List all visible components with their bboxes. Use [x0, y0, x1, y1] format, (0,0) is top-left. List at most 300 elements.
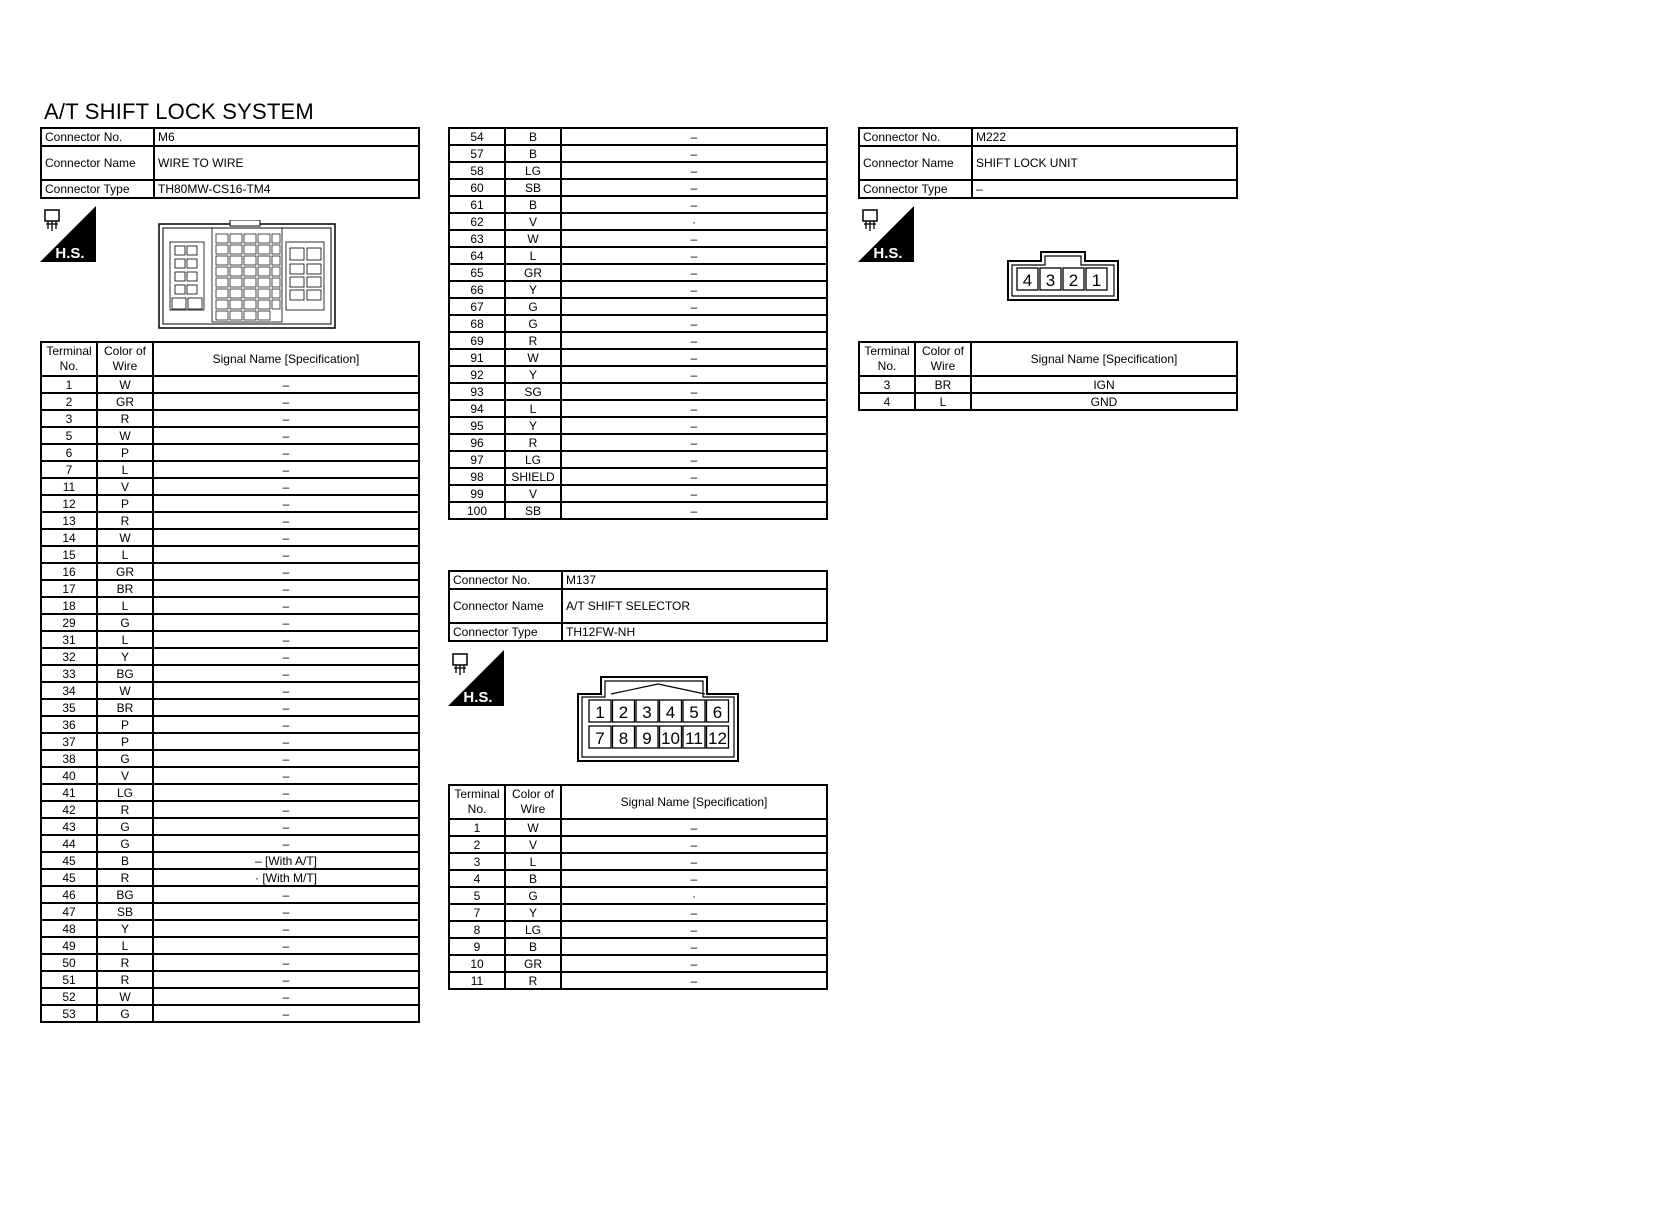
terminal-no-cell: 69 — [449, 332, 505, 349]
table-row — [41, 835, 419, 852]
wire-color-cell: LG — [97, 784, 153, 801]
table-row — [449, 904, 827, 921]
terminal-no-cell: 35 — [41, 699, 97, 716]
table-row — [449, 383, 827, 400]
terminal-no-cell: 52 — [41, 988, 97, 1005]
table-row — [41, 818, 419, 835]
signal-name-cell: – — [153, 750, 419, 767]
terminal-no-cell: 17 — [41, 580, 97, 597]
wire-color-cell: G — [505, 298, 561, 315]
terminal-no-cell: 96 — [449, 434, 505, 451]
terminal-no-cell: 49 — [41, 937, 97, 954]
wire-color-cell: G — [505, 315, 561, 332]
table-row — [41, 393, 419, 410]
wire-color-cell: B — [505, 870, 561, 887]
terminal-no-cell: 7 — [41, 461, 97, 478]
m137-connector-type: TH12FW-NH — [562, 623, 827, 641]
connector-pin-number: 2 — [1068, 271, 1079, 290]
terminal-no-cell: 33 — [41, 665, 97, 682]
terminal-no-cell: 3 — [449, 853, 505, 870]
terminal-no-cell: 5 — [449, 887, 505, 904]
table-row — [449, 468, 827, 485]
terminal-no-cell: 6 — [41, 444, 97, 461]
table-row — [449, 179, 827, 196]
wire-color-cell: SB — [505, 179, 561, 196]
table-row — [41, 648, 419, 665]
wire-color-cell: W — [505, 349, 561, 366]
signal-name-cell: – — [561, 383, 827, 400]
signal-name-cell: – — [153, 971, 419, 988]
wire-color-cell: W — [505, 230, 561, 247]
wire-color-cell: L — [97, 597, 153, 614]
m6-terminal-table-continued — [448, 127, 828, 520]
terminal-no-cell: 97 — [449, 451, 505, 468]
signal-name-cell: – — [561, 417, 827, 434]
terminal-no-cell: 50 — [41, 954, 97, 971]
table-row — [41, 716, 419, 733]
wire-color-cell: SB — [97, 903, 153, 920]
wire-color-cell: Y — [505, 281, 561, 298]
wire-color-cell: B — [505, 938, 561, 955]
table-row — [449, 400, 827, 417]
terminal-no-cell: 91 — [449, 349, 505, 366]
table-row — [449, 230, 827, 247]
m222-info-table — [858, 127, 1238, 199]
table-row — [41, 631, 419, 648]
m6-connector-face — [158, 220, 336, 330]
terminal-no-cell: 66 — [449, 281, 505, 298]
table-row — [449, 145, 827, 162]
table-row — [41, 512, 419, 529]
signal-name-cell: – — [153, 699, 419, 716]
signal-name-cell: – — [561, 332, 827, 349]
wire-color-cell: P — [97, 733, 153, 750]
signal-name-cell: – — [561, 870, 827, 887]
signal-name-cell: – — [153, 886, 419, 903]
terminal-no-cell: 13 — [41, 512, 97, 529]
wire-color-cell: G — [97, 1005, 153, 1022]
table-row — [41, 529, 419, 546]
wire-color-cell: BR — [915, 376, 971, 393]
wire-color-cell: W — [97, 376, 153, 393]
m137-info-table — [448, 570, 828, 642]
table-row — [41, 920, 419, 937]
connector-pin-number: 4 — [665, 703, 676, 722]
table-row — [41, 461, 419, 478]
connector-pin-number: 3 — [1045, 271, 1056, 290]
label-connector-type: Connector Type — [449, 623, 562, 641]
signal-name-cell: – — [561, 400, 827, 417]
terminal-no-cell: 98 — [449, 468, 505, 485]
table-row — [449, 366, 827, 383]
signal-name-cell: – — [153, 410, 419, 427]
signal-name-cell: – — [153, 648, 419, 665]
connector-pin-number: 11 — [685, 729, 703, 748]
signal-name-cell: – — [153, 784, 419, 801]
m222-connector-name: SHIFT LOCK UNIT — [972, 146, 1237, 180]
signal-name-cell: · [With M/T] — [153, 869, 419, 886]
wire-color-cell: Y — [505, 417, 561, 434]
wire-color-cell: G — [97, 750, 153, 767]
signal-name-cell: – — [561, 468, 827, 485]
signal-name-cell: – — [561, 315, 827, 332]
signal-name-cell: – — [561, 145, 827, 162]
terminal-no-cell: 18 — [41, 597, 97, 614]
terminal-no-cell: 94 — [449, 400, 505, 417]
signal-name-cell: – — [153, 665, 419, 682]
terminal-no-cell: 92 — [449, 366, 505, 383]
signal-name-cell: – — [153, 716, 419, 733]
m137-connector-name: A/T SHIFT SELECTOR — [562, 589, 827, 623]
terminal-no-cell: 16 — [41, 563, 97, 580]
connector-pin-number: 3 — [642, 703, 652, 722]
wire-color-cell: R — [97, 954, 153, 971]
table-row — [41, 699, 419, 716]
table-row — [449, 162, 827, 179]
signal-name-cell: – — [153, 818, 419, 835]
connector-pin-number: 6 — [712, 703, 723, 722]
table-row — [41, 801, 419, 818]
wire-color-cell: SB — [505, 502, 561, 519]
table-row — [449, 921, 827, 938]
wire-color-cell: V — [505, 836, 561, 853]
table-row — [41, 682, 419, 699]
terminal-no-cell: 29 — [41, 614, 97, 631]
terminal-no-cell: 54 — [449, 128, 505, 145]
signal-name-cell: – — [561, 451, 827, 468]
terminal-no-cell: 32 — [41, 648, 97, 665]
header-signal-name: Signal Name [Specification] — [153, 342, 419, 376]
table-row — [41, 444, 419, 461]
table-row — [41, 495, 419, 512]
signal-name-cell: – — [561, 853, 827, 870]
table-row — [41, 546, 419, 563]
connector-pin-number: 7 — [595, 729, 605, 748]
wire-color-cell: P — [97, 495, 153, 512]
label-connector-no: Connector No. — [449, 571, 562, 589]
wire-color-cell: G — [97, 818, 153, 835]
signal-name-cell: – — [153, 767, 419, 784]
wire-color-cell: R — [97, 410, 153, 427]
wire-color-cell: LG — [505, 921, 561, 938]
table-row — [41, 767, 419, 784]
m6-info-table — [40, 127, 420, 199]
signal-name-cell: – — [153, 461, 419, 478]
signal-name-cell: – — [153, 444, 419, 461]
header-color-of-wire: Color of Wire — [915, 342, 971, 376]
signal-name-cell: – — [153, 512, 419, 529]
terminal-no-cell: 63 — [449, 230, 505, 247]
signal-name-cell: · — [561, 887, 827, 904]
terminal-no-cell: 44 — [41, 835, 97, 852]
terminal-no-cell: 3 — [41, 410, 97, 427]
connector-pin-number: 9 — [642, 729, 652, 748]
header-color-of-wire: Color of Wire — [97, 342, 153, 376]
wire-color-cell: GR — [505, 264, 561, 281]
wire-color-cell: W — [97, 427, 153, 444]
terminal-no-cell: 95 — [449, 417, 505, 434]
table-row — [41, 614, 419, 631]
table-row — [449, 819, 827, 836]
signal-name-cell: – — [153, 580, 419, 597]
table-row — [41, 750, 419, 767]
terminal-no-cell: 67 — [449, 298, 505, 315]
terminal-no-cell: 40 — [41, 767, 97, 784]
terminal-no-cell: 36 — [41, 716, 97, 733]
terminal-no-cell: 1 — [449, 819, 505, 836]
terminal-no-cell: 31 — [41, 631, 97, 648]
m6-connector-no: M6 — [154, 128, 419, 146]
terminal-no-cell: 61 — [449, 196, 505, 213]
terminal-no-cell: 4 — [449, 870, 505, 887]
wire-color-cell: SG — [505, 383, 561, 400]
signal-name-cell: – — [153, 614, 419, 631]
signal-name-cell: GND — [971, 393, 1237, 410]
label-connector-name: Connector Name — [859, 146, 972, 180]
hs-badge-text: H.S. — [463, 689, 493, 706]
signal-name-cell: – — [153, 920, 419, 937]
signal-name-cell: – — [561, 955, 827, 972]
terminal-no-cell: 37 — [41, 733, 97, 750]
connector-pin-number: 5 — [689, 703, 699, 722]
header-color-of-wire: Color of Wire — [505, 785, 561, 819]
wire-color-cell: B — [505, 145, 561, 162]
wire-color-cell: B — [505, 196, 561, 213]
table-row — [41, 597, 419, 614]
signal-name-cell: – — [153, 563, 419, 580]
table-row — [859, 376, 1237, 393]
signal-name-cell: – — [153, 427, 419, 444]
table-row — [41, 937, 419, 954]
connector-pin-number: 1 — [595, 703, 605, 722]
m222-connector-face — [1007, 251, 1119, 301]
label-connector-no: Connector No. — [41, 128, 154, 146]
signal-name-cell: – — [153, 988, 419, 1005]
wire-color-cell: R — [97, 869, 153, 886]
wire-color-cell: V — [97, 478, 153, 495]
table-row — [449, 298, 827, 315]
connector-pin-number: 1 — [1091, 271, 1102, 290]
terminal-no-cell: 1 — [41, 376, 97, 393]
terminal-no-cell: 2 — [41, 393, 97, 410]
wire-color-cell: Y — [505, 366, 561, 383]
signal-name-cell: – — [153, 801, 419, 818]
table-row — [449, 836, 827, 853]
signal-name-cell: – — [561, 230, 827, 247]
terminal-no-cell: 60 — [449, 179, 505, 196]
terminal-no-cell: 10 — [449, 955, 505, 972]
signal-name-cell: – — [153, 631, 419, 648]
table-row — [41, 478, 419, 495]
signal-name-cell: – — [561, 819, 827, 836]
table-row — [41, 563, 419, 580]
table-row — [449, 128, 827, 145]
terminal-no-cell: 65 — [449, 264, 505, 281]
signal-name-cell: – — [561, 904, 827, 921]
table-row — [449, 213, 827, 230]
table-row — [41, 988, 419, 1005]
terminal-no-cell: 7 — [449, 904, 505, 921]
signal-name-cell: – — [561, 349, 827, 366]
signal-name-cell: – — [153, 529, 419, 546]
terminal-no-cell: 38 — [41, 750, 97, 767]
table-row — [41, 971, 419, 988]
table-row — [41, 1005, 419, 1022]
wire-color-cell: GR — [505, 955, 561, 972]
table-row — [41, 376, 419, 393]
terminal-no-cell: 12 — [41, 495, 97, 512]
wire-color-cell: B — [97, 852, 153, 869]
header-terminal-no: Terminal No. — [859, 342, 915, 376]
m137-terminal-table — [448, 784, 828, 990]
wire-color-cell: G — [97, 614, 153, 631]
m137-connector-no: M137 — [562, 571, 827, 589]
signal-name-cell: – — [153, 376, 419, 393]
table-row — [449, 247, 827, 264]
table-row — [41, 410, 419, 427]
table-row — [449, 264, 827, 281]
table-row — [41, 886, 419, 903]
terminal-no-cell: 14 — [41, 529, 97, 546]
m6-connector-name: WIRE TO WIRE — [154, 146, 419, 180]
header-terminal-no: Terminal No. — [449, 785, 505, 819]
terminal-no-cell: 57 — [449, 145, 505, 162]
terminal-no-cell: 11 — [449, 972, 505, 989]
signal-name-cell: – — [561, 836, 827, 853]
terminal-no-cell: 2 — [449, 836, 505, 853]
signal-name-cell: – — [153, 393, 419, 410]
wire-color-cell: W — [97, 682, 153, 699]
table-row — [41, 954, 419, 971]
wire-color-cell: Y — [97, 648, 153, 665]
signal-name-cell: – [With A/T] — [153, 852, 419, 869]
signal-name-cell: – — [561, 179, 827, 196]
wire-color-cell: Y — [97, 920, 153, 937]
wire-color-cell: L — [505, 853, 561, 870]
table-row — [41, 784, 419, 801]
label-connector-name: Connector Name — [41, 146, 154, 180]
table-row — [449, 349, 827, 366]
signal-name-cell: – — [561, 281, 827, 298]
m137-connector-face — [577, 676, 739, 762]
table-row — [449, 887, 827, 904]
terminal-no-cell: 45 — [41, 852, 97, 869]
table-row — [41, 852, 419, 869]
signal-name-cell: – — [561, 162, 827, 179]
wire-color-cell: G — [505, 887, 561, 904]
signal-name-cell: IGN — [971, 376, 1237, 393]
terminal-no-cell: 58 — [449, 162, 505, 179]
wire-color-cell: GR — [97, 393, 153, 410]
terminal-no-cell: 45 — [41, 869, 97, 886]
wire-color-cell: L — [97, 937, 153, 954]
label-connector-type: Connector Type — [41, 180, 154, 198]
signal-name-cell: – — [153, 546, 419, 563]
label-connector-no: Connector No. — [859, 128, 972, 146]
signal-name-cell: – — [153, 903, 419, 920]
wire-color-cell: R — [505, 332, 561, 349]
wire-color-cell: BR — [97, 699, 153, 716]
terminal-no-cell: 15 — [41, 546, 97, 563]
table-row — [41, 869, 419, 886]
wire-color-cell: P — [97, 716, 153, 733]
hs-badge-text: H.S. — [55, 245, 85, 262]
m6-terminal-table — [40, 341, 420, 1023]
table-row — [449, 502, 827, 519]
page-title: A/T SHIFT LOCK SYSTEM — [44, 99, 314, 124]
m222-connector-no: M222 — [972, 128, 1237, 146]
wire-color-cell: L — [505, 247, 561, 264]
terminal-no-cell: 62 — [449, 213, 505, 230]
connector-pin-number: 8 — [618, 729, 629, 748]
signal-name-cell: – — [561, 485, 827, 502]
terminal-no-cell: 8 — [449, 921, 505, 938]
label-connector-type: Connector Type — [859, 180, 972, 198]
wire-color-cell: SHIELD — [505, 468, 561, 485]
terminal-no-cell: 9 — [449, 938, 505, 955]
wire-color-cell: R — [97, 512, 153, 529]
wire-color-cell: LG — [505, 162, 561, 179]
table-row — [449, 955, 827, 972]
signal-name-cell: · — [561, 213, 827, 230]
wire-color-cell: W — [97, 988, 153, 1005]
signal-name-cell: – — [561, 938, 827, 955]
signal-name-cell: – — [561, 128, 827, 145]
terminal-no-cell: 100 — [449, 502, 505, 519]
signal-name-cell: – — [561, 196, 827, 213]
connector-pin-number: 4 — [1022, 271, 1033, 290]
table-row — [449, 434, 827, 451]
terminal-no-cell: 53 — [41, 1005, 97, 1022]
terminal-no-cell: 5 — [41, 427, 97, 444]
wire-color-cell: P — [97, 444, 153, 461]
terminal-no-cell: 11 — [41, 478, 97, 495]
table-row — [859, 393, 1237, 410]
table-row — [449, 417, 827, 434]
signal-name-cell: – — [561, 972, 827, 989]
signal-name-cell: – — [153, 937, 419, 954]
wire-color-cell: GR — [97, 563, 153, 580]
terminal-no-cell: 51 — [41, 971, 97, 988]
header-signal-name: Signal Name [Specification] — [971, 342, 1237, 376]
wire-color-cell: V — [505, 213, 561, 230]
wire-color-cell: L — [915, 393, 971, 410]
signal-name-cell: – — [153, 954, 419, 971]
table-row — [449, 853, 827, 870]
hs-badge-text: H.S. — [873, 245, 903, 262]
terminal-no-cell: 43 — [41, 818, 97, 835]
wire-color-cell: L — [505, 400, 561, 417]
signal-name-cell: – — [561, 366, 827, 383]
wire-color-cell: W — [505, 819, 561, 836]
table-row — [449, 485, 827, 502]
signal-name-cell: – — [561, 298, 827, 315]
table-row — [449, 315, 827, 332]
terminal-no-cell: 99 — [449, 485, 505, 502]
wire-color-cell: R — [505, 972, 561, 989]
terminal-no-cell: 64 — [449, 247, 505, 264]
wire-color-cell: V — [505, 485, 561, 502]
signal-name-cell: – — [153, 733, 419, 750]
table-row — [449, 938, 827, 955]
wire-color-cell: R — [505, 434, 561, 451]
wire-color-cell: R — [97, 801, 153, 818]
table-row — [41, 903, 419, 920]
wire-color-cell: V — [97, 767, 153, 784]
table-row — [449, 972, 827, 989]
signal-name-cell: – — [153, 1005, 419, 1022]
table-row — [449, 332, 827, 349]
